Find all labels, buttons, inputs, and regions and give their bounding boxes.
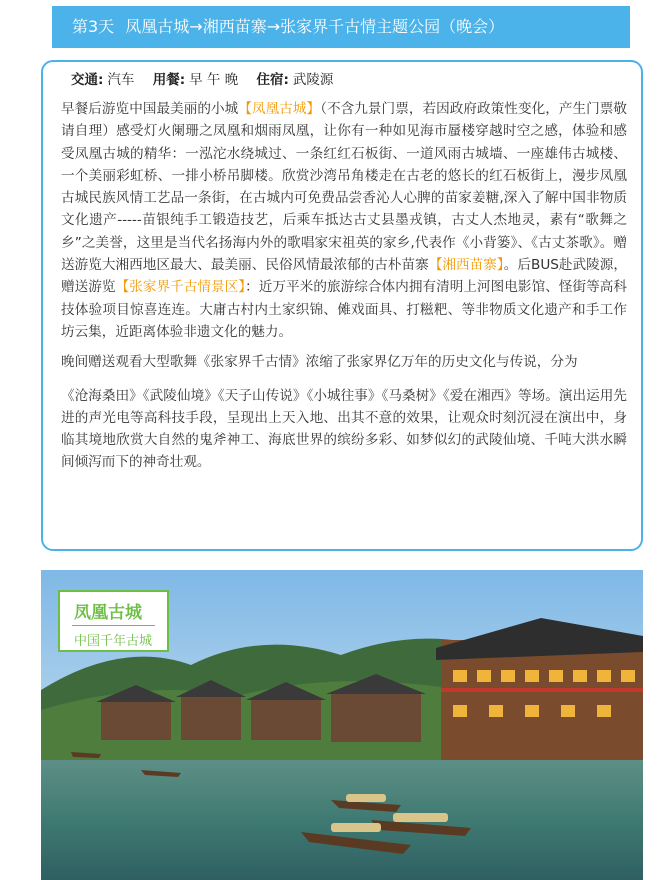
text-segment: 早餐后游览中国最美丽的小城: [61, 101, 239, 117]
itinerary-content: [61, 98, 627, 482]
fenghuang-photo: [41, 570, 643, 880]
day-label: 第3天: [72, 17, 115, 36]
highlight-fenghuang: 【凤凰古城】: [238, 101, 321, 117]
photo-badge: [58, 590, 169, 652]
day-info-box: [41, 60, 643, 551]
lodging-value: 武陵源: [292, 72, 334, 88]
text-segment: 。后BUS赴武陵源，赠送游览: [61, 257, 628, 296]
badge-subtitle: 中国千年古城: [74, 634, 153, 649]
meals-value: 早 午 晚: [189, 72, 239, 88]
meals-label: 用餐:: [152, 72, 186, 88]
paragraph-show: 《沧海桑田》《武陵仙境》《天子山传说》《小城往事》《马桑树》《爱在湘西》等场。演出运用先进的声光电等高科技手段，呈现出上天入地、出其不意的效果，让观众时刻沉浸在演出中，身临其境地欣赏大自然的鬼斧神工、海底世界的缤纷多彩、如梦似幻的武陵仙境、千吨大洪水瞬间倾泻而下的神奇壮观。: [61, 387, 627, 471]
trip-meta: [71, 70, 339, 90]
badge-divider: [72, 625, 155, 626]
route-title: 凤凰古城→湘西苗寨→张家界千古情主题公园（晚会）: [125, 17, 505, 36]
text-segment: ：近万平米的旅游综合体内拥有清明上河图电影馆、怪街等高科技体验项目惊喜连连。大庸古村内土家织锦、傩戏面具、打糍粑、等非物质文化遗产和手工作坊云集，近距离体验非遗文化的魅力。: [61, 279, 628, 340]
text-segment: （不含九景门票，若因政府政策性变化，产生门票敬请自理）感受灯火阑珊之凤凰和烟雨凤凰，让你有一种如见海市蜃楼穿越时空之感，体验和感受凤凰古城的精华：一泓沱水绕城过、一条红红石板街、一道风雨古城墙、一座雄伟古城楼、一个美丽彩虹桥、一排小桥吊脚楼。欣赏沙湾吊角楼走在古老的悠长的红石板街上，漫步凤凰古城民族风情工艺品一条街，在古城内可免费品尝香沁人心脾的苗家姜糖,深入了解中国非物质文化遗产-----苗银纯手工锻造技艺，后乘车抵达古丈县墨戎镇，古丈人杰地灵，素有“歌舞之乡”之美誉，这里是当代名扬海内外的歌唱家宋祖英的家乡,代表作《小背篓》、《古丈茶歌》。赠送游览大湘西地区最大、最美丽、民俗风情最浓郁的古朴苗寨: [61, 101, 628, 274]
transport-label: 交通:: [71, 72, 104, 88]
transport-value: 汽车: [107, 72, 135, 88]
paragraph-daytime: [61, 98, 627, 343]
badge-title: 凤凰古城: [74, 603, 142, 623]
highlight-qianguqing: 【张家界千古情景区】: [115, 279, 246, 296]
highlight-miao-village: 【湘西苗寨】: [428, 257, 504, 274]
lodging-label: 住宿:: [256, 72, 289, 88]
paragraph-evening: 晚间赠送观看大型歌舞《张家界千古情》浓缩了张家界亿万年的历史文化与传说，分为: [61, 354, 578, 371]
day-header: [52, 6, 630, 48]
